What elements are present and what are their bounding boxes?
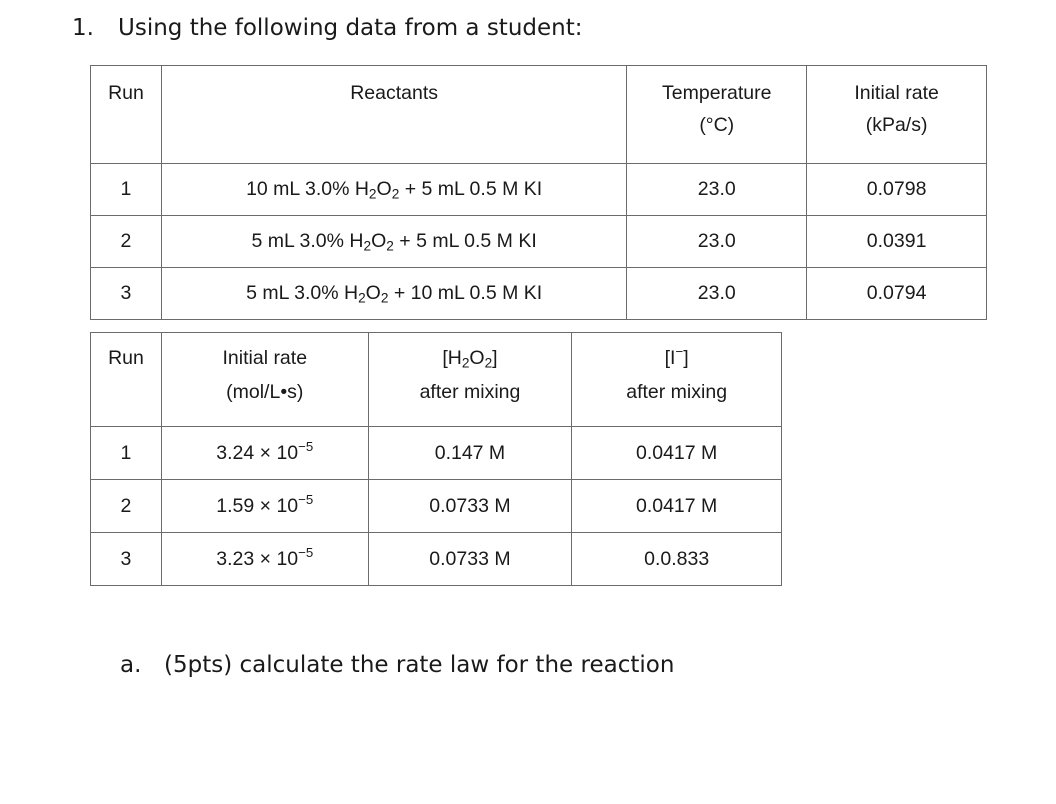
table-row [91,533,782,586]
rate-label: Initial rate [854,82,939,104]
run-cell: 2 [91,216,162,268]
table2-header-run: Run [91,333,162,427]
h2o2-cell: 0.0733 M [368,480,572,533]
question-number: 1. [72,15,94,41]
after-mixing-label: after mixing [626,381,728,403]
reaction-data-table [90,65,987,320]
h2o2-cell: 0.0733 M [368,533,572,586]
table2-header-rate [161,333,368,427]
iodide-cell: 0.0417 M [572,480,782,533]
after-mixing-label: after mixing [419,381,521,403]
subquestion-label: a. [120,652,142,678]
reactants-cell: 5 mL 3.0% $H_2O_2 + 5$ mL 0.5 M KI [161,216,626,268]
run-cell: 3 [91,268,162,320]
table1-header-temperature [627,66,807,164]
iodide-cell: 0.0.833 [572,533,782,586]
reactants-cell: 5 mL 3.0% $H_2O_2 + 10$ mL 0.5 M KI [161,268,626,320]
rate-cell: 0.0391 [807,216,987,268]
temperature-cell: 23.0 [627,216,807,268]
run-cell: 1 [91,427,162,480]
temperature-cell: 23.0 [627,268,807,320]
table2-header-iodide [572,333,782,427]
rate-label: Initial rate [222,347,308,369]
table-row [91,480,782,533]
table-row [91,216,987,268]
table-row [91,427,782,480]
rate-cell: $1.59 \times 10^{-5}$ [161,480,368,533]
h2o2-label: $[H_2O_2]$ [442,347,498,371]
concentration-table [90,332,782,586]
run-cell: 2 [91,480,162,533]
h2o2-cell: 0.147 M [368,427,572,480]
temperature-unit: (°C) [699,114,735,136]
iodide-label: [I−] [664,344,689,369]
iodide-cell: 0.0417 M [572,427,782,480]
rate-unit: (kPa/s) [865,114,928,136]
table2-header-row [91,333,782,427]
table1-header-run: Run [91,66,162,164]
rate-unit: (mol/L•s) [226,381,304,403]
question-1 [72,15,583,41]
reactants-cell: 10 mL 3.0% $H_2O_2 + 5$ mL 0.5 M KI [161,164,626,216]
table-row [91,268,987,320]
rate-cell: $3.24 \times 10^{-5}$ [161,427,368,480]
table1-header-rate [807,66,987,164]
question-text: Using the following data from a student: [118,15,583,41]
table-row [91,164,987,216]
temperature-cell: 23.0 [627,164,807,216]
temperature-label: Temperature [662,82,772,104]
rate-cell: 0.0798 [807,164,987,216]
table1-header-row [91,66,987,164]
subquestion-text: (5pts) calculate the rate law for the reaction [164,652,675,678]
rate-cell: $3.23 \times 10^{-5}$ [161,533,368,586]
run-cell: 3 [91,533,162,586]
run-cell: 1 [91,164,162,216]
table2-header-h2o2 [368,333,572,427]
rate-cell: 0.0794 [807,268,987,320]
table1-header-reactants: Reactants [161,66,626,164]
subquestion-a [120,652,674,678]
